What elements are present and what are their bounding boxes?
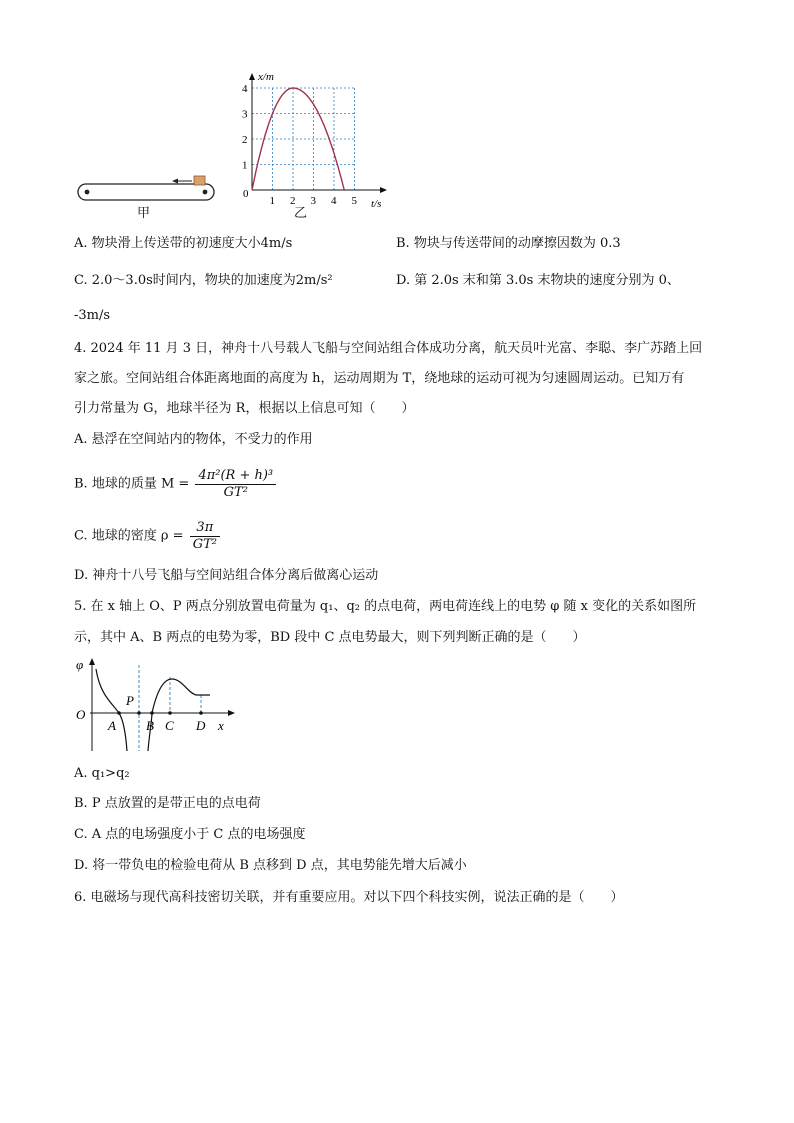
- x-tick-label: 3: [310, 195, 316, 207]
- q3-option-a: A. 物块滑上传送带的初速度大小4m/s: [74, 236, 293, 251]
- q4-stem-line1: 4. 2024 年 11 月 3 日，神舟十八号载人飞船与空间站组合体成功分离，航天员叶光富、李聪、李广苏踏上回: [74, 341, 703, 356]
- q5-stem-line1: 5. 在 x 轴上 O、P 两点分别放置电荷量为 q₁、q₂ 的点电荷，两电荷连线上的电势 φ 随 x 变化的关系如图所: [74, 599, 697, 614]
- label-p: P: [126, 693, 134, 708]
- q3-option-d-cont: -3m/s: [74, 308, 111, 323]
- belt-outline: [78, 184, 214, 200]
- phi-label: φ: [76, 657, 84, 672]
- q5-option-c: C. A 点的电场强度小于 C 点的电场强度: [74, 827, 306, 842]
- earth-density-formula: [190, 520, 220, 553]
- point-b-dot: [150, 711, 154, 715]
- potential-curve-left: [96, 669, 127, 751]
- x-axis-arrow: [228, 710, 235, 716]
- point-d-dot: [199, 711, 203, 715]
- y-tick-label: 2: [242, 134, 248, 146]
- y-tick-label: 3: [242, 108, 248, 121]
- point-a-dot: [117, 711, 121, 715]
- origin-label: 0: [243, 188, 249, 200]
- x-tick-label: 4: [331, 195, 337, 207]
- formula-denominator: GT²: [223, 485, 248, 500]
- q4-stem-line3: 引力常量为 G，地球半径为 R，根据以上信息可知（ ）: [74, 401, 415, 416]
- formula-denominator: GT²: [192, 537, 217, 552]
- label-o: O: [76, 707, 86, 722]
- x-axis-arrow: [380, 187, 387, 193]
- q6-stem-line1: 6. 电磁场与现代高科技密切关联，并有重要应用。对以下四个科技实例，说法正确的是（ ）: [74, 890, 624, 905]
- earth-mass-formula: [195, 468, 276, 501]
- y-axis-label: x/m: [258, 71, 274, 83]
- q5-stem-line2: 示，其中 A、B 两点的电势为零，BD 段中 C 点电势最大，则下列判断正确的是（ ）: [74, 630, 586, 645]
- velocity-arrowhead: [172, 179, 178, 184]
- x-label: x: [218, 718, 224, 733]
- q4-stem-line2: 家之旅。空间站组合体距离地面的高度为 h，运动周期为 T，绕地球的运动可视为匀速圆周运动。已知万有: [74, 371, 685, 386]
- x-tick-label: 5: [351, 195, 357, 207]
- q3-option-c: C. 2.0～3.0s时间内，物块的加速度为2m/s²: [74, 273, 333, 288]
- potential-graph: [72, 655, 242, 755]
- y-tick-label: 1: [242, 159, 248, 172]
- potential-curve-right: [148, 679, 210, 751]
- q3-option-b: B. 物块与传送带间的动摩擦因数为 0.3: [396, 236, 621, 251]
- y-axis-arrow: [89, 658, 95, 665]
- y-tick-label: 4: [242, 83, 248, 95]
- label-b: B: [146, 718, 154, 733]
- right-roller: [203, 190, 208, 195]
- q5-option-d: D. 将一带负电的检验电荷从 B 点移到 D 点，其电势能先增大后减小: [74, 858, 467, 873]
- fig-label-yi: 乙: [294, 206, 308, 221]
- x-tick-label: 2: [290, 195, 296, 207]
- q4-option-c-prefix: C. 地球的密度 ρ =: [74, 528, 184, 544]
- label-d: D: [196, 718, 206, 733]
- x-tick-label: 1: [269, 195, 275, 207]
- y-axis-arrow: [249, 73, 255, 80]
- label-a: A: [108, 718, 116, 733]
- q3-option-d: D. 第 2.0s 末和第 3.0s 末物块的速度分别为 0、: [396, 273, 680, 288]
- q5-option-a: A. q₁>q₂: [74, 766, 130, 781]
- block: [194, 176, 205, 185]
- q4-option-d: D. 神舟十八号飞船与空间站组合体分离后做离心运动: [74, 568, 379, 583]
- fig-label-jia: 甲: [137, 206, 151, 221]
- q4-option-a: A. 悬浮在空间站内的物体，不受力的作用: [74, 432, 313, 447]
- q4-option-c: [74, 520, 222, 553]
- point-c-dot: [168, 711, 172, 715]
- left-roller: [85, 190, 90, 195]
- label-c: C: [165, 718, 174, 733]
- x-axis-label: t/s: [371, 198, 382, 210]
- formula-numerator: 4π²(R + h)³: [195, 468, 276, 485]
- q4-option-b-prefix: B. 地球的质量 M =: [74, 476, 190, 492]
- q5-option-b: B. P 点放置的是带正电的点电荷: [74, 796, 261, 811]
- q4-option-b: [74, 468, 278, 501]
- point-p-dot: [137, 711, 141, 715]
- xt-graph: [236, 70, 396, 220]
- formula-numerator: 3π: [190, 520, 220, 537]
